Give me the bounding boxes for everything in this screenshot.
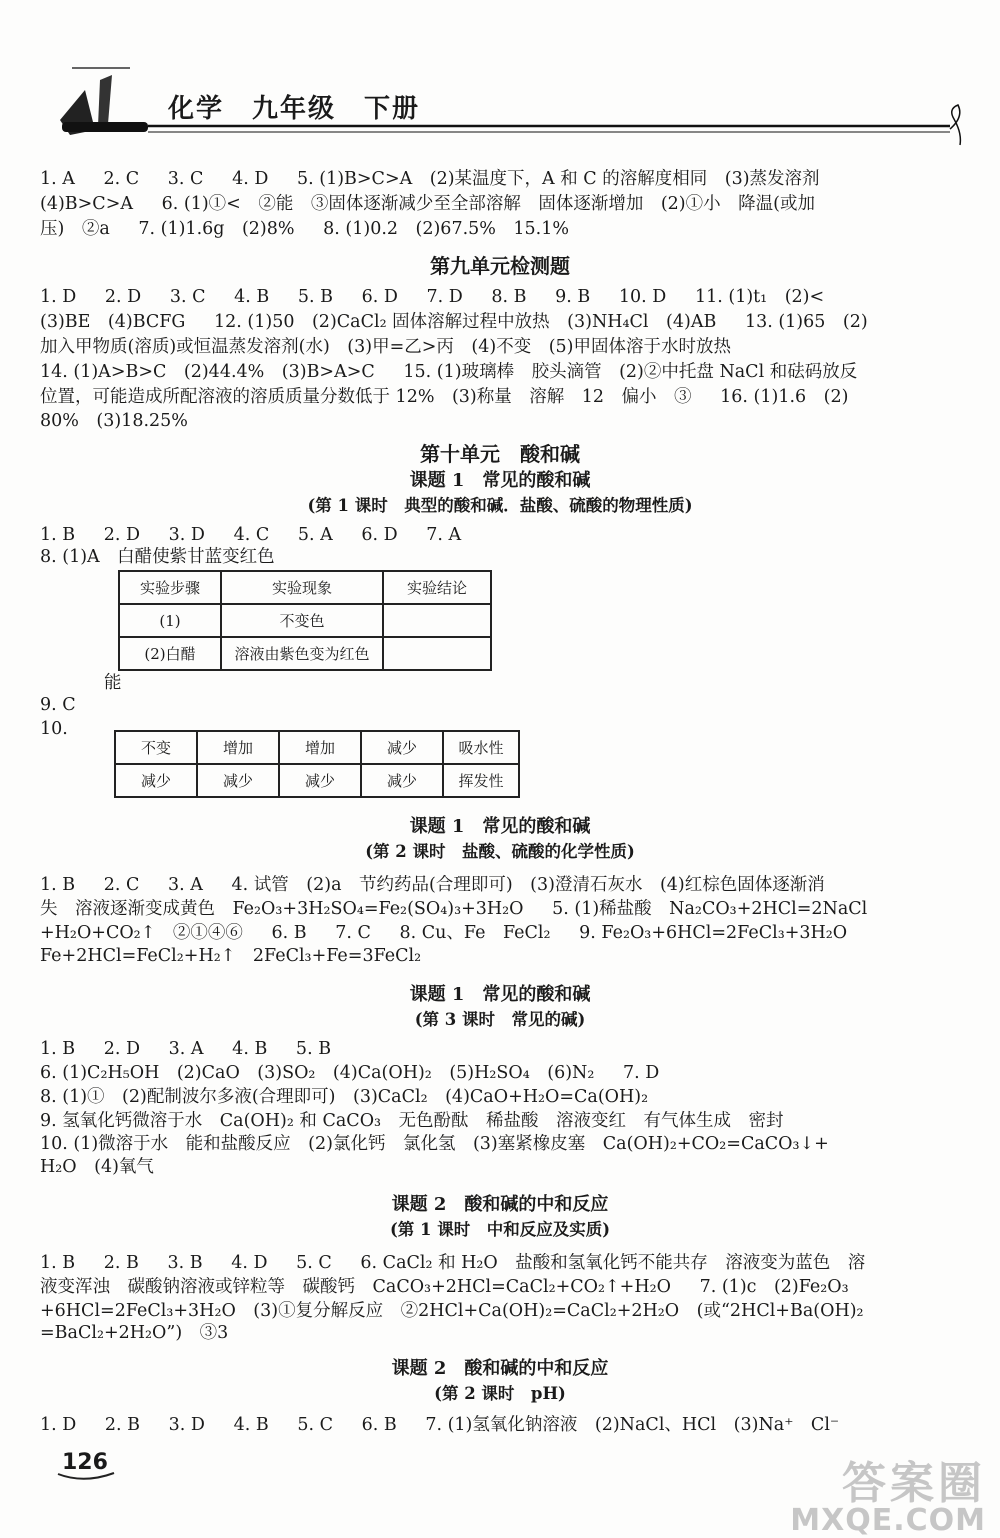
- table-cell: 不变色: [221, 604, 383, 637]
- unit10-title: 第十单元 酸和碱: [420, 442, 580, 466]
- answer-line: 1. D 2. B 3. D 4. B 5. C 6. B 7. (1)氢氧化钠溶液 (2)NaCl、HCl (3)Na⁺ Cl⁻: [40, 1415, 840, 1435]
- table-cell: 增加: [279, 731, 361, 764]
- table-cell: [383, 637, 491, 670]
- answer-line: =BaCl₂+2H₂O”) ③3: [40, 1323, 229, 1343]
- answer-line: Fe+2HCl=FeCl₂+H₂↑ 2FeCl₃+Fe=3FeCl₂: [40, 946, 422, 966]
- lesson-title: 课题 1 常见的酸和碱: [409, 984, 591, 1005]
- table-cell: (1): [119, 604, 221, 637]
- answer-line: 位置，可能造成所配溶液的溶质质量分数低于 12% (3)称量 溶解 12 偏小 ③ 16. (1)1.6 (2): [40, 387, 849, 407]
- lesson-title: 课题 2 酸和碱的中和反应: [391, 1358, 609, 1379]
- answer-line: H₂O (4)氧气: [40, 1157, 154, 1177]
- page-number-swoosh: [56, 1470, 116, 1484]
- answer-line: (3)BE (4)BCFG 12. (1)50 (2)CaCl₂ 固体溶解过程中放热 (3)NH₄Cl (4)AB 13. (1)65 (2): [40, 312, 868, 332]
- watermark-url: MXQE.COM: [790, 1503, 986, 1538]
- answer-line: 14. (1)A>B>C (2)44.4% (3)B>A>C 15. (1)玻璃棒 胶头滴管 (2)②中托盘 NaCl 和砝码放反: [40, 362, 858, 382]
- lesson-subtitle: (第 3 课时 常见的碱): [414, 1010, 586, 1029]
- answer-line: 1. B 2. D 3. A 4. B 5. B: [40, 1039, 332, 1059]
- answer-line: +H₂O+CO₂↑ ②①④⑥ 6. B 7. C 8. Cu、Fe FeCl₂ 9. Fe₂O₃+6HCl=2FeCl₃+3H₂O: [40, 923, 848, 943]
- table-header-cell: 实验结论: [383, 571, 491, 604]
- answer-line: 压) ②a 7. (1)1.6g (2)8% 8. (1)0.2 (2)67.5% 15.1%: [40, 219, 569, 239]
- header-ornament: [0, 60, 1000, 170]
- answer-line: 8. (1)① (2)配制波尔多液(合理即可) (3)CaCl₂ (4)CaO+H₂O=Ca(OH)₂: [40, 1087, 649, 1107]
- answer-line: 能: [104, 673, 122, 693]
- table-cell: 减少: [279, 764, 361, 797]
- lesson-subtitle: (第 2 课时 pH): [434, 1384, 566, 1403]
- page-header-title: 化学 九年级 下册: [168, 94, 421, 124]
- table-cell: 减少: [115, 764, 197, 797]
- answer-line: 失 溶液逐渐变成黄色 Fe₂O₃+3H₂SO₄=Fe₂(SO₄)₃+3H₂O 5. (1)稀盐酸 Na₂CO₃+2HCl=2NaCl: [40, 899, 868, 919]
- lesson-title: 课题 1 常见的酸和碱: [409, 816, 591, 837]
- answer-line: 1. B 2. C 3. A 4. 试管 (2)a 节约药品(合理即可) (3)澄清石灰水 (4)红棕色固体逐渐消: [40, 875, 825, 895]
- table-cell: (2)白醋: [119, 637, 221, 670]
- question-label: 10.: [40, 719, 68, 739]
- lesson-subtitle: (第 2 课时 盐酸、硫酸的化学性质): [365, 842, 635, 861]
- lesson-title: 课题 2 酸和碱的中和反应: [391, 1194, 609, 1215]
- answer-line: 8. (1)A 白醋使紫甘蓝变红色: [40, 547, 275, 567]
- property-change-table: [114, 730, 520, 798]
- watermark: [790, 1458, 986, 1538]
- watermark-logo-text: 答案圈: [842, 1458, 986, 1509]
- answer-line: 9. 氢氧化钙微溶于水 Ca(OH)₂ 和 CaCO₃ 无色酚酞 稀盐酸 溶液变红 有气体生成 密封: [40, 1111, 784, 1131]
- answer-line: 9. C: [40, 695, 76, 715]
- answer-line: 1. A 2. C 3. C 4. D 5. (1)B>C>A (2)某温度下，A 和 C 的溶解度相同 (3)蒸发溶剂: [40, 169, 820, 189]
- table-header-cell: 实验步骤: [119, 571, 221, 604]
- table-cell: [383, 604, 491, 637]
- table-cell: 吸水性: [443, 731, 519, 764]
- answer-line: 1. B 2. B 3. B 4. D 5. C 6. CaCl₂ 和 H₂O 盐酸和氢氧化钙不能共存 溶液变为蓝色 溶: [40, 1253, 866, 1273]
- table-header-cell: 实验现象: [221, 571, 383, 604]
- page-number: 126: [62, 1450, 108, 1475]
- experiment-table: [118, 570, 492, 671]
- table-cell: 溶液由紫色变为红色: [221, 637, 383, 670]
- answer-line: 1. B 2. D 3. D 4. C 5. A 6. D 7. A: [40, 525, 462, 545]
- table-cell: 减少: [361, 731, 443, 764]
- lesson-subtitle: (第 1 课时 典型的酸和碱．盐酸、硫酸的物理性质): [307, 496, 693, 515]
- table-cell: 不变: [115, 731, 197, 764]
- answer-line: 液变浑浊 碳酸钠溶液或锌粒等 碳酸钙 CaCO₃+2HCl=CaCl₂+CO₂↑+H₂O 7. (1)c (2)Fe₂O₃: [40, 1277, 849, 1297]
- table-cell: 减少: [197, 764, 279, 797]
- answer-line: +6HCl=2FeCl₃+3H₂O (3)①复分解反应 ②2HCl+Ca(OH)₂=CaCl₂+2H₂O (或“2HCl+Ba(OH)₂: [40, 1301, 864, 1321]
- unit9-title: 第九单元检测题: [430, 254, 570, 278]
- table-cell: 挥发性: [443, 764, 519, 797]
- answer-line: 80% (3)18.25%: [40, 411, 188, 431]
- answer-line: 10. (1)微溶于水 能和盐酸反应 (2)氯化钙 氯化氢 (3)塞紧橡皮塞 Ca(OH)₂+CO₂=CaCO₃↓+: [40, 1134, 829, 1154]
- table-cell: 减少: [361, 764, 443, 797]
- answer-line: 加入甲物质(溶质)或恒温蒸发溶剂(水) (3)甲=乙>丙 (4)不变 (5)甲固体溶于水时放热: [40, 337, 731, 357]
- answer-line: 6. (1)C₂H₅OH (2)CaO (3)SO₂ (4)Ca(OH)₂ (5)H₂SO₄ (6)N₂ 7. D: [40, 1063, 660, 1083]
- lesson-title: 课题 1 常见的酸和碱: [409, 470, 591, 491]
- answer-line: (4)B>C>A 6. (1)①< ②能 ③固体逐渐减少至全部溶解 固体逐渐增加 (2)①小 降温(或加: [40, 194, 815, 214]
- lesson-subtitle: (第 1 课时 中和反应及实质): [389, 1220, 611, 1239]
- answer-line: 1. D 2. D 3. C 4. B 5. B 6. D 7. D 8. B 9. B 10. D 11. (1)t₁ (2)<: [40, 287, 825, 307]
- table-cell: 增加: [197, 731, 279, 764]
